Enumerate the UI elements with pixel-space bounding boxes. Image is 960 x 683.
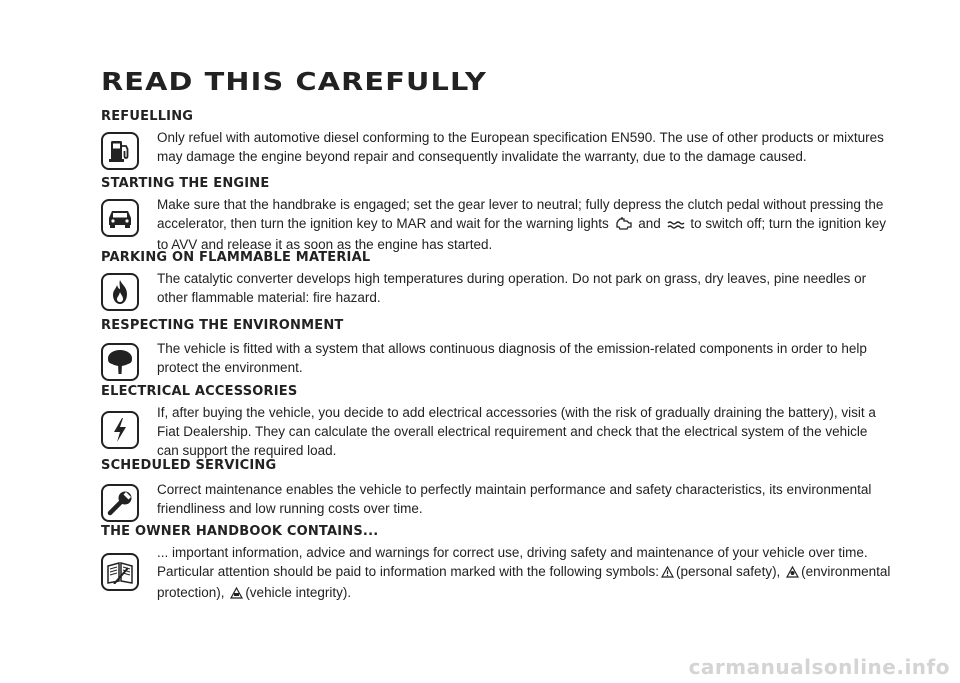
section-title: RESPECTING THE ENVIRONMENT <box>101 318 344 333</box>
glow-plug-icon <box>667 216 685 235</box>
tree-icon <box>101 343 139 381</box>
fuel-pump-icon <box>101 132 139 170</box>
lightning-bolt-icon <box>101 411 139 449</box>
section-text <box>157 543 891 604</box>
section-environment <box>101 318 891 377</box>
section-text <box>157 195 891 254</box>
section-text: The vehicle is fitted with a system that allows continuous diagnosis of the emission-related components in order to help protect the environment. <box>157 341 867 375</box>
text-environmental: (environmental protection), <box>157 564 891 600</box>
flame-icon <box>101 273 139 311</box>
section-handbook <box>101 524 891 604</box>
text-vehicle-integrity: (vehicle integrity). <box>245 585 352 600</box>
section-title: THE OWNER HANDBOOK CONTAINS... <box>101 524 379 539</box>
environment-warning-icon <box>786 564 799 583</box>
engine-warning-icon <box>615 216 633 235</box>
section-text: Only refuel with automotive diesel conforming to the European specification EN590. The use of other products or mixtures may damage the engine beyond repair and consequently invalidate the warranty, due to the damage caused. <box>157 130 884 164</box>
section-text: If, after buying the vehicle, you decide to add electrical accessories (with the risk of gradually draining the battery), visit a Fiat Dealership. They can calculate the overall electrical requirement and check that the electrical system of the vehicle can support the required load. <box>157 405 876 458</box>
wrench-icon <box>101 484 139 522</box>
personal-safety-warning-icon <box>661 564 674 583</box>
section-title: PARKING ON FLAMMABLE MATERIAL <box>101 250 371 265</box>
text-before: Make sure that the handbrake is engaged; set the gear lever to neutral; fully depress the clutch pedal without pressing the accelerator, then turn the ignition key to MAR and wait for the warning lights <box>157 197 884 231</box>
section-refuelling <box>101 109 891 166</box>
vehicle-integrity-warning-icon <box>230 585 243 604</box>
section-electrical <box>101 384 891 460</box>
section-title: STARTING THE ENGINE <box>101 176 270 191</box>
section-servicing <box>101 458 891 518</box>
section-text: Correct maintenance enables the vehicle to perfectly maintain performance and safety characteristics, its environmental friendliness and low running costs over time. <box>157 482 872 516</box>
car-front-icon <box>101 199 139 237</box>
section-title: ELECTRICAL ACCESSORIES <box>101 384 298 399</box>
section-title: SCHEDULED SERVICING <box>101 458 277 473</box>
open-book-icon <box>101 553 139 591</box>
section-starting-engine <box>101 176 891 254</box>
page-title: READ THIS CAREFULLY <box>101 67 487 96</box>
section-text: The catalytic converter develops high temperatures during operation. Do not park on grass, dry leaves, pine needles or other flammable material: fire hazard. <box>157 271 867 305</box>
section-parking <box>101 250 891 307</box>
text-and: and <box>638 216 661 231</box>
watermark-text: carmanualsonline.info <box>688 655 950 679</box>
text-after: to switch off; turn the ignition key to AVV and release it as soon as the engine has started. <box>157 216 886 252</box>
text-intro: ... important information, advice and warnings for correct use, driving safety and maintenance of your vehicle over time. Particular attention should be paid to information marked with the following symbols: <box>157 545 868 579</box>
text-personal-safety: (personal safety), <box>676 564 781 579</box>
section-title: REFUELLING <box>101 109 194 124</box>
